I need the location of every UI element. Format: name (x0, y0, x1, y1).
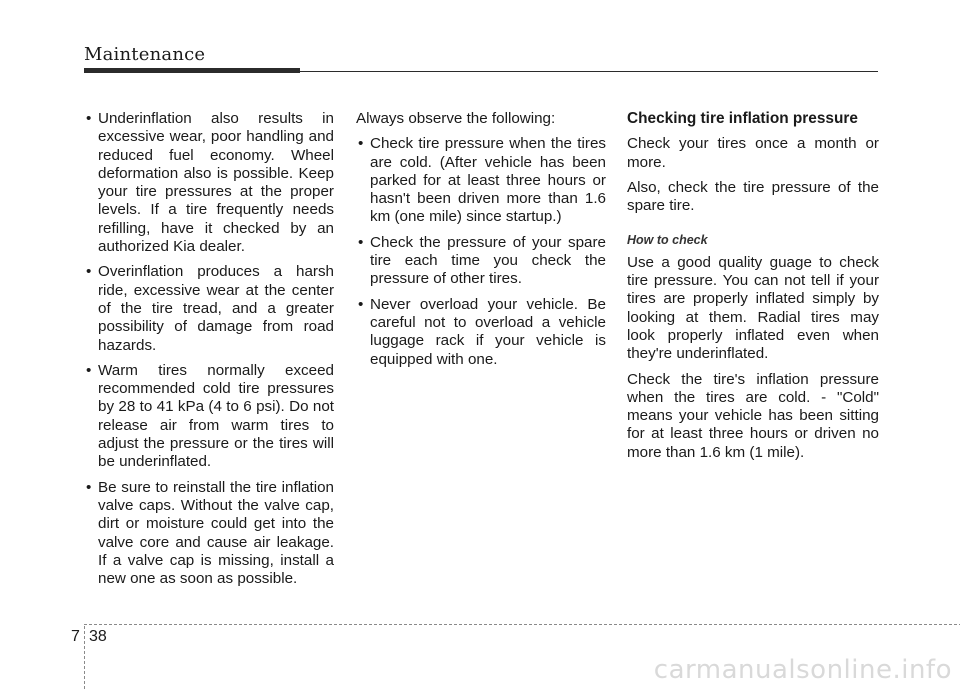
watermark: carmanualsonline.info (653, 655, 952, 685)
bullet-item: • Underinflation also results in excessive wear, poor handling and reduced fuel economy. Wheel deformation also is possible. Keep your tire pressures at the proper levels. If a tire frequently needs refilling, have it checked by an authorized Kia dealer. (84, 110, 334, 256)
paragraph: Check your tires once a month or more. (627, 135, 879, 171)
bullet-item: • Overinflation produces a harsh ride, excessive wear at the center of the tire tread, and a greater possibility of damage from road hazards. (84, 263, 334, 354)
bullet-item: • Be sure to reinstall the tire inflation valve caps. Without the valve cap, dirt or moisture could get into the valve core and cause air leakage. If a valve cap is missing, install a new one as soon as possible. (84, 479, 334, 589)
bullet-list (356, 135, 606, 369)
bullet-list (84, 110, 334, 588)
paragraph: Also, check the tire pressure of the spare tire. (627, 178, 879, 215)
paragraph: Check the tire's inflation pressure when the tires are cold. - "Cold" means your vehicle has been sitting for at least three hours or driven no more than 1.6 km (1 mile). (627, 370, 879, 461)
footer-vertical-rule (84, 626, 85, 689)
intro-paragraph: Always observe the following: (356, 110, 556, 127)
header-rule-thin (300, 71, 878, 72)
paragraph: Use a good quality guage to check tire pressure. You can not tell if your tires are properly inflated simply by looking at them. Radial tires may look properly inflated even when they're underinflated. (627, 253, 879, 363)
chapter-number: 7 (71, 628, 80, 645)
header-rule-thick (84, 68, 300, 73)
sub-heading: How to check (627, 233, 708, 248)
column-3 (627, 110, 879, 469)
bullet-item: • Never overload your vehicle. Be careful not to overload a vehicle luggage rack if your vehicle is equipped with one. (356, 296, 606, 369)
page-number: 38 (89, 628, 107, 645)
page-section-title: Maintenance (84, 44, 206, 65)
bullet-item: • Check the pressure of your spare tire each time you check the pressure of other tires. (356, 234, 606, 289)
bullet-item: • Check tire pressure when the tires are cold. (After vehicle has been parked for at least three hours or hasn't been driven more than 1.6 km (one mile) since startup.) (356, 135, 606, 226)
section-heading: Checking tire inflation pressure (627, 110, 858, 127)
column-2 (356, 110, 606, 376)
bullet-item: • Warm tires normally exceed recommended cold tire pressures by 28 to 41 kPa (4 to 6 psi). Do not release air from warm tires to adjust the pressure or the tires will be underinflated. (84, 362, 334, 472)
footer-rule (84, 624, 960, 625)
column-1 (84, 110, 334, 595)
